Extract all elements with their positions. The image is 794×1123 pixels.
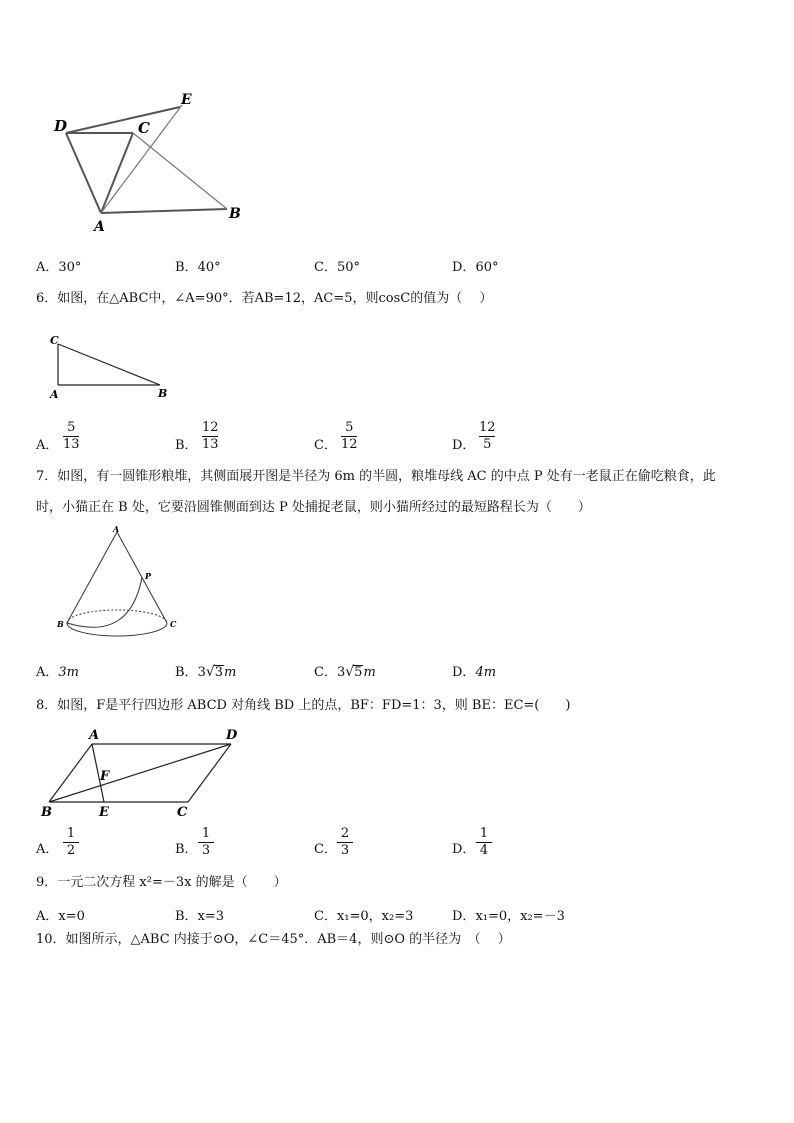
q7-figure xyxy=(50,522,190,642)
q6-fraction-d: 12 5 xyxy=(479,420,496,452)
q8-label-d: D xyxy=(226,728,238,743)
q8-figure xyxy=(36,724,256,824)
q7-stem-line1: 7．如图，有一圆锥形粮堆，其侧面展开图是半径为 6m 的半圆，粮堆母线 AC 的中点 P 处有一老鼠正在偷吃粮食，此 xyxy=(36,469,716,484)
q5-label-a: A xyxy=(94,219,105,235)
q5-label-d: D xyxy=(54,117,68,135)
q9-option-c: C．x₁=0，x₂=3 xyxy=(314,909,414,924)
q10-stem: 10．如图所示，△ABC 内接于⊙O，∠C＝45°．AB＝4，则⊙O 的半径为 （ ） xyxy=(36,932,511,947)
q6-label-c: C xyxy=(50,334,59,347)
q7-label-c: C xyxy=(170,619,177,629)
q5-option-c: C．50° xyxy=(314,260,360,275)
q5-label-e: E xyxy=(181,92,192,108)
q5-option-d: D．60° xyxy=(452,260,499,275)
q9-option-b: B．x=3 xyxy=(175,909,225,924)
q6-option-d: D． xyxy=(452,438,476,453)
q8-option-a: A． xyxy=(36,842,59,857)
q7-stem-line2: 时，小猫正在 B 处，它要沿圆锥侧面到达 P 处捕捉老鼠，则小猫所经过的最短路程长为（ ） xyxy=(36,500,591,515)
q8-label-c: C xyxy=(177,805,188,820)
q8-fraction-a: 1 2 xyxy=(63,827,79,858)
q8-label-f: F xyxy=(100,769,110,784)
q7-label-p: P xyxy=(145,571,152,581)
q5-option-b: B．40° xyxy=(175,260,221,275)
q7-label-a: A xyxy=(113,524,120,534)
q5-label-c: C xyxy=(138,119,150,137)
q6-option-a: A． xyxy=(36,438,59,453)
q8-label-e: E xyxy=(99,805,109,820)
q6-fraction-b: 12 13 xyxy=(202,420,219,452)
q6-option-b: B． xyxy=(175,438,198,453)
q6-stem: 6．如图，在△ABC中，∠A=90°．若AB=12，AC=5，则cosC的值为（ ） xyxy=(36,291,493,306)
q7-option-c: C．3√5m xyxy=(314,664,376,680)
q9-option-a: A．x=0 xyxy=(36,909,85,924)
q6-figure xyxy=(44,330,184,405)
q7-label-b: B xyxy=(57,619,64,629)
q7-option-d: D．4m xyxy=(452,665,497,680)
q8-option-b: B． xyxy=(175,842,198,857)
q6-option-c: C． xyxy=(314,438,337,453)
q8-stem: 8．如图，F是平行四边形 ABCD 对角线 BD 上的点，BF：FD=1：3，则 BE：EC=( ) xyxy=(36,698,571,713)
q5-option-a: A．30° xyxy=(36,260,82,275)
q5-figure xyxy=(40,85,260,240)
q5-label-b: B xyxy=(229,206,241,222)
q7-option-a: A．3m xyxy=(36,665,79,680)
q8-label-a: A xyxy=(89,728,100,743)
q8-option-d: D． xyxy=(452,842,476,857)
q9-option-d: D．x₁=0，x₂=－3 xyxy=(452,909,565,924)
q9-stem: 9．一元二次方程 x²=－3x 的解是（ ） xyxy=(36,875,287,890)
q8-fraction-d: 1 4 xyxy=(476,827,492,858)
q6-fraction-c: 5 12 xyxy=(341,420,358,452)
q6-fraction-a: 5 13 xyxy=(63,420,80,452)
q6-label-b: B xyxy=(158,387,168,400)
q8-fraction-b: 1 3 xyxy=(198,827,214,858)
q7-option-b: B．3√3m xyxy=(175,664,237,680)
q8-label-b: B xyxy=(41,805,52,820)
q8-fraction-c: 2 3 xyxy=(337,827,353,858)
q8-option-c: C． xyxy=(314,842,337,857)
q6-label-a: A xyxy=(50,388,59,401)
